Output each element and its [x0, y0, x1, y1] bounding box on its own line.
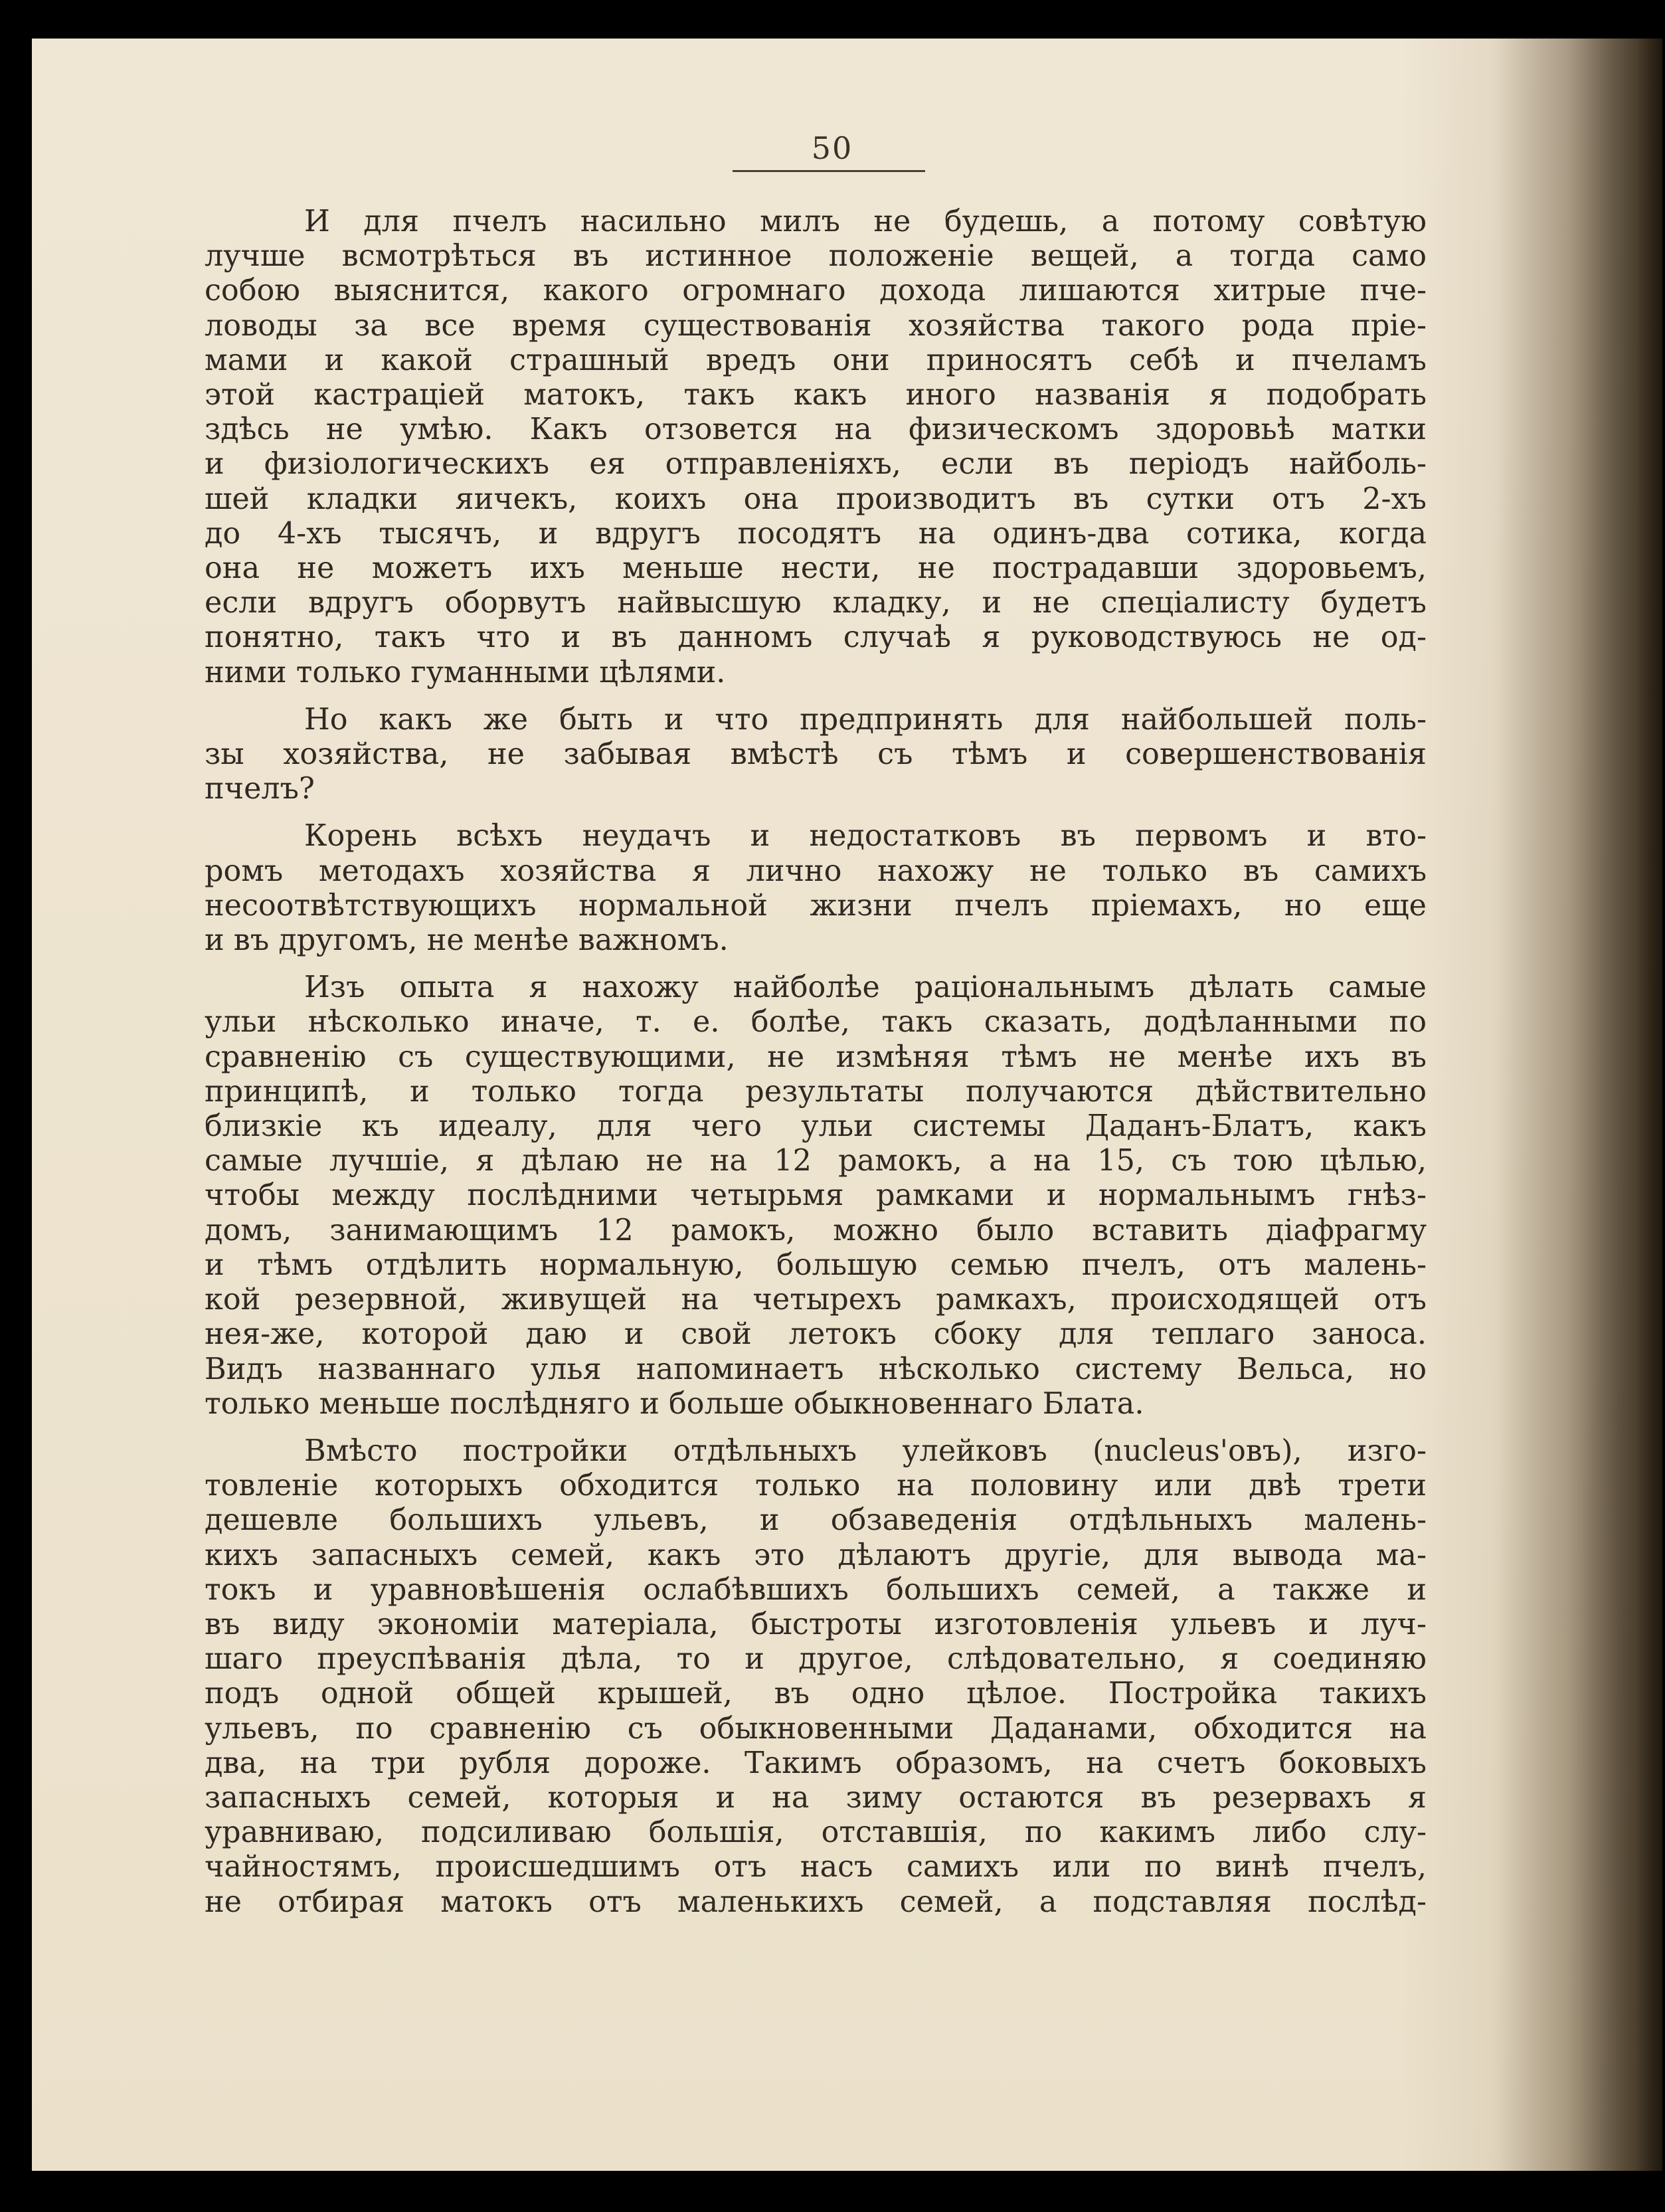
- text-line: чтобы между послѣдними четырьмя рамками и нормальнымъ гнѣз-: [205, 1178, 1427, 1213]
- paragraph-3: [205, 819, 1427, 958]
- text-line: самые лучшiе, я дѣлаю не на 12 рамокъ, а на 15, съ тою цѣлью,: [205, 1144, 1427, 1178]
- text-line: этой кастрацiей матокъ, такъ какъ иного названiя я подобрать: [205, 378, 1427, 413]
- text-line: сравненiю съ существующими, не измѣняя тѣмъ не менѣе ихъ въ: [205, 1040, 1427, 1074]
- text-line: подъ одной общей крышей, въ одно цѣлое. Постройка такихъ: [205, 1677, 1427, 1711]
- text-line: запасныхъ семей, которыя и на зиму остаются въ резервахъ я: [205, 1780, 1427, 1815]
- text-line: Видъ названнаго улья напоминаетъ нѣсколько систему Вельса, но: [205, 1352, 1427, 1386]
- text-line: ними только гуманными цѣлями.: [205, 655, 726, 690]
- book-page: [32, 39, 1662, 2171]
- page-number: 50: [811, 130, 853, 166]
- text-line: близкiе къ идеалу, для чего ульи системы Даданъ-Блатъ, какъ: [205, 1109, 1427, 1144]
- text-line: Изъ опыта я нахожу найболѣе рацiональнымъ дѣлать самые: [304, 970, 1427, 1005]
- text-line: и физiологическихъ ея отправленiяхъ, если въ перiодъ найболь-: [205, 447, 1427, 482]
- text-line: и тѣмъ отдѣлить нормальную, большую семью пчелъ, отъ малень-: [205, 1247, 1427, 1282]
- text-line: ловоды за все время существованiя хозяйства такого рода прiе-: [205, 308, 1427, 343]
- paragraph-4: [205, 970, 1427, 1422]
- page-number-rule: [733, 170, 925, 172]
- text-line: и въ другомъ, не менѣе важномъ.: [205, 923, 729, 958]
- text-line: уравниваю, подсиливаю большiя, отставшiя, по какимъ либо слу-: [205, 1815, 1427, 1850]
- text-line: если вдругъ оборвутъ найвысшую кладку, и не спецiалисту будетъ: [205, 586, 1427, 620]
- text-line: зы хозяйства, не забывая вмѣстѣ съ тѣмъ и совершенствованiя: [205, 737, 1427, 772]
- text-line: въ виду экономiи матерiала, быстроты изготовленiя ульевъ и луч-: [205, 1607, 1427, 1641]
- text-line: ульевъ, по сравненiю съ обыкновенными Даданами, обходится на: [205, 1711, 1427, 1746]
- text-line: она не можетъ ихъ меньше нести, не пострадавши здоровьемъ,: [205, 551, 1427, 586]
- text-line: шаго преуспѣванiя дѣла, то и другое, слѣдовательно, я соединяю: [205, 1642, 1427, 1677]
- text-line: не отбирая матокъ отъ маленькихъ семей, а подставляя послѣд-: [205, 1885, 1427, 1919]
- paragraph-1: [205, 205, 1427, 690]
- text-line: И для пчелъ насильно милъ не будешь, а потому совѣтую: [304, 205, 1427, 238]
- text-line: домъ, занимающимъ 12 рамокъ, можно было вставить дiафрагму: [205, 1213, 1427, 1247]
- text-line: несоотвѣтствующихъ нормальной жизни пчелъ прiемахъ, но еще: [205, 888, 1427, 923]
- paragraph-5: [205, 1434, 1427, 1920]
- text-line: только меньше послѣдняго и больше обыкновеннаго Блата.: [205, 1386, 1144, 1421]
- spine-shadow: [1490, 39, 1662, 2171]
- paragraph-2: [205, 703, 1427, 807]
- body-text: [205, 205, 1427, 1932]
- text-line: кой резервной, живущей на четырехъ рамкахъ, происходящей отъ: [205, 1283, 1427, 1317]
- text-line: кихъ запасныхъ семей, какъ это дѣлаютъ другiе, для вывода ма-: [205, 1538, 1427, 1572]
- text-line: пчелъ?: [205, 772, 315, 806]
- text-line: шей кладки яичекъ, коихъ она производитъ въ сутки отъ 2-хъ: [205, 482, 1427, 516]
- text-line: здѣсь не умѣю. Какъ отзовется на физическомъ здоровьѣ матки: [205, 413, 1427, 447]
- text-line: лучше всмотрѣться въ истинное положенiе вещей, а тогда само: [205, 239, 1427, 274]
- text-line: чайностямъ, происшедшимъ отъ насъ самихъ или по винѣ пчелъ,: [205, 1850, 1427, 1885]
- text-line: Но какъ же быть и что предпринять для найбольшей поль-: [304, 702, 1427, 737]
- text-line: Вмѣсто постройки отдѣльныхъ улейковъ (nucleus'овъ), изго-: [304, 1433, 1427, 1468]
- text-line: Корень всѣхъ неудачъ и недостатковъ въ первомъ и вто-: [304, 819, 1427, 854]
- text-line: дешевле большихъ ульевъ, и обзаведенiя отдѣльныхъ малень-: [205, 1503, 1427, 1538]
- text-line: принципѣ, и только тогда результаты получаются дѣйствительно: [205, 1074, 1427, 1109]
- text-line: до 4-хъ тысячъ, и вдругъ посодятъ на одинъ-два сотика, когда: [205, 516, 1427, 551]
- text-line: мами и какой страшный вредъ они приносятъ себѣ и пчеламъ: [205, 343, 1427, 377]
- text-line: понятно, такъ что и въ данномъ случаѣ я руководствуюсь не од-: [205, 620, 1427, 655]
- text-line: два, на три рубля дороже. Такимъ образомъ, на счетъ боковыхъ: [205, 1746, 1427, 1780]
- text-line: собою выяснится, какого огромнаго дохода лишаются хитрые пче-: [205, 274, 1427, 308]
- text-line: нея-же, которой даю и свой летокъ сбоку для теплаго заноса.: [205, 1317, 1427, 1352]
- text-line: ромъ методахъ хозяйства я лично нахожу не только въ самихъ: [205, 854, 1427, 888]
- text-line: товленiе которыхъ обходится только на половину или двѣ трети: [205, 1469, 1427, 1503]
- text-line: токъ и уравновѣшенiя ослабѣвшихъ большихъ семей, а также и: [205, 1572, 1427, 1607]
- text-line: ульи нѣсколько иначе, т. е. болѣе, такъ сказать, додѣланными по: [205, 1005, 1427, 1040]
